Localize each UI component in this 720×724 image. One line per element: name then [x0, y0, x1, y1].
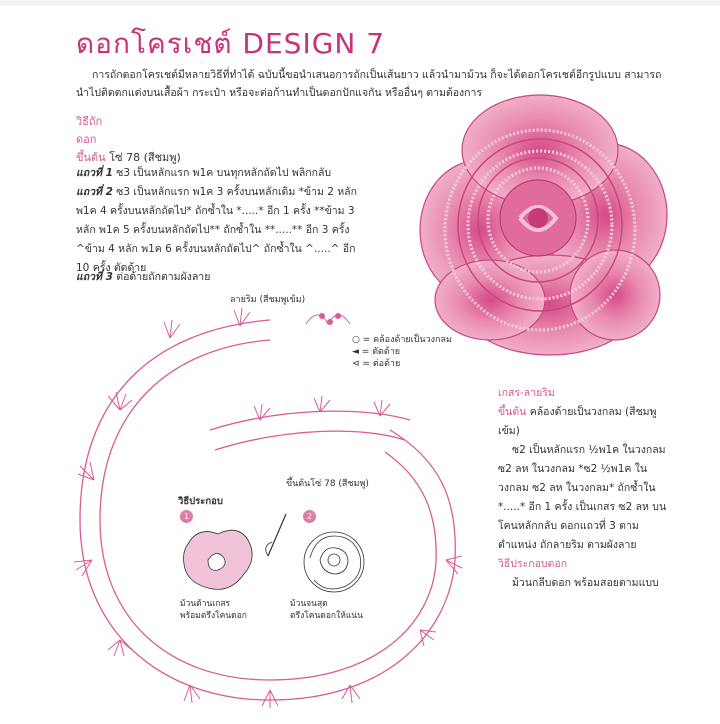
step-1-badge: 1 — [180, 510, 193, 523]
step-2-badge: 2 — [303, 510, 316, 523]
chart-legend — [352, 334, 452, 370]
method-heading: วิธีถัก — [76, 115, 103, 128]
row-3-text: ต่อด้ายถักตามผังลาย — [116, 271, 211, 283]
step-2-caption: ม้วนจนสุด ตรึงโคนดอกให้แน่น — [290, 599, 363, 621]
stamen-section — [498, 384, 674, 593]
stamen-base-line: ขึ้นต้น คล้องด้ายเป็นวงกลม (สีชมพูเข้ม) — [498, 406, 657, 437]
row-1-label: แถวที่ 1 — [76, 167, 113, 179]
row-2-text: ซ3 เป็นหลักแรก พ1ค 3 ครั้งบนหลักเดิม *ข้าม 2 หลัก พ1ค 4 ครั้งบนหลักถัดไป* ถักซ้ำใน *.....* อีก 1 ครั้ง **ข้าม 3 หลัก พ1ค 5 ครั้งบนหลักถัดไป** ถักซ้ำใน **.....** อีก 3 ครั้ง ^ข้าม 4 หลัก พ1ค 6 ครั้งบนหลักถัดไป^ ถักซ้ำใน ^.....^ อีก 10 ครั้ง ตัดด้าย — [76, 186, 357, 274]
step-2-illustration — [298, 528, 370, 596]
needle-icon — [262, 512, 292, 562]
edge-pattern-label: ลายริม (สีชมพูเข้ม) — [230, 295, 306, 305]
legend-item-loop: ○ = คล้องด้ายเป็นวงกลม — [352, 335, 452, 345]
base-chain-label: ขึ้นต้นโซ่ 78 (สีชมพู) — [286, 479, 369, 489]
stamen-text: ซ2 เป็นหลักแรก ½พ1ค ในวงกลม ซ2 ลห ในวงกลม *ซ2 ½พ1ค ในวงกลม ซ2 ลห ในวงกลม* ถักซ้ำใน *.....* อีก 1 ครั้ง เป็นเกสร ซ2 ลห บนโคนหลักกลับ ดอกแถวที่ 3 ตามตำแหน่ง ถักลายริม ตามผังลาย — [498, 444, 667, 551]
top-rule — [0, 0, 720, 6]
base-label: ขึ้นต้น — [76, 151, 106, 164]
join-symbol-icon: ⊲ — [352, 359, 360, 369]
legend-item-join: ⊲ = ต่อด้าย — [352, 359, 401, 369]
row-2-label: แถวที่ 2 — [76, 186, 113, 198]
row-1 — [76, 164, 372, 183]
flower-heading: ดอก — [76, 133, 97, 146]
cut-symbol-icon: ◄ — [352, 347, 359, 357]
row-1-text: ซ3 เป็นหลักแรก พ1ค บนทุกหลักถัดไป พลิกกลับ — [116, 167, 332, 179]
row-2 — [76, 183, 372, 278]
stamen-heading: เกสร-ลายริม — [498, 387, 555, 399]
page-title: ดอกโครเชต์ DESIGN 7 — [76, 27, 386, 60]
assembly-flower-text: ม้วนกลีบดอก พร้อมสอยตามแบบ — [512, 577, 659, 589]
step-1-caption: ม้วนด้านเกสร พร้อมตรึงโคนดอก — [180, 599, 247, 621]
legend-item-cut: ◄ = ตัดด้าย — [352, 347, 401, 357]
assembly-flower-heading: วิธีประกอบดอก — [498, 558, 568, 570]
assembly-title: วิธีประกอบ — [178, 496, 223, 507]
row-3 — [76, 268, 372, 287]
loop-symbol-icon: ○ — [352, 335, 360, 345]
row-3-label: แถวที่ 3 — [76, 271, 113, 283]
step-1-illustration — [178, 524, 258, 596]
intro-paragraph: การถักดอกโครเชต์มีหลายวิธีที่ทำได้ ฉบับนี้ขอนำเสนอการถักเป็นเส้นยาว แล้วนำมาม้วน ก็จะได้ดอกโครเชต์อีกรูปแบบ สามารถนำไปติดตกแต่งบนเสื้อผ้า กระเป๋า หรือจะต่อก้านทำเป็นดอกปักแจกัน หรืออื่นๆ ตามต้องการ — [76, 69, 662, 99]
base-value: โซ่ 78 (สีชมพู) — [109, 151, 181, 164]
